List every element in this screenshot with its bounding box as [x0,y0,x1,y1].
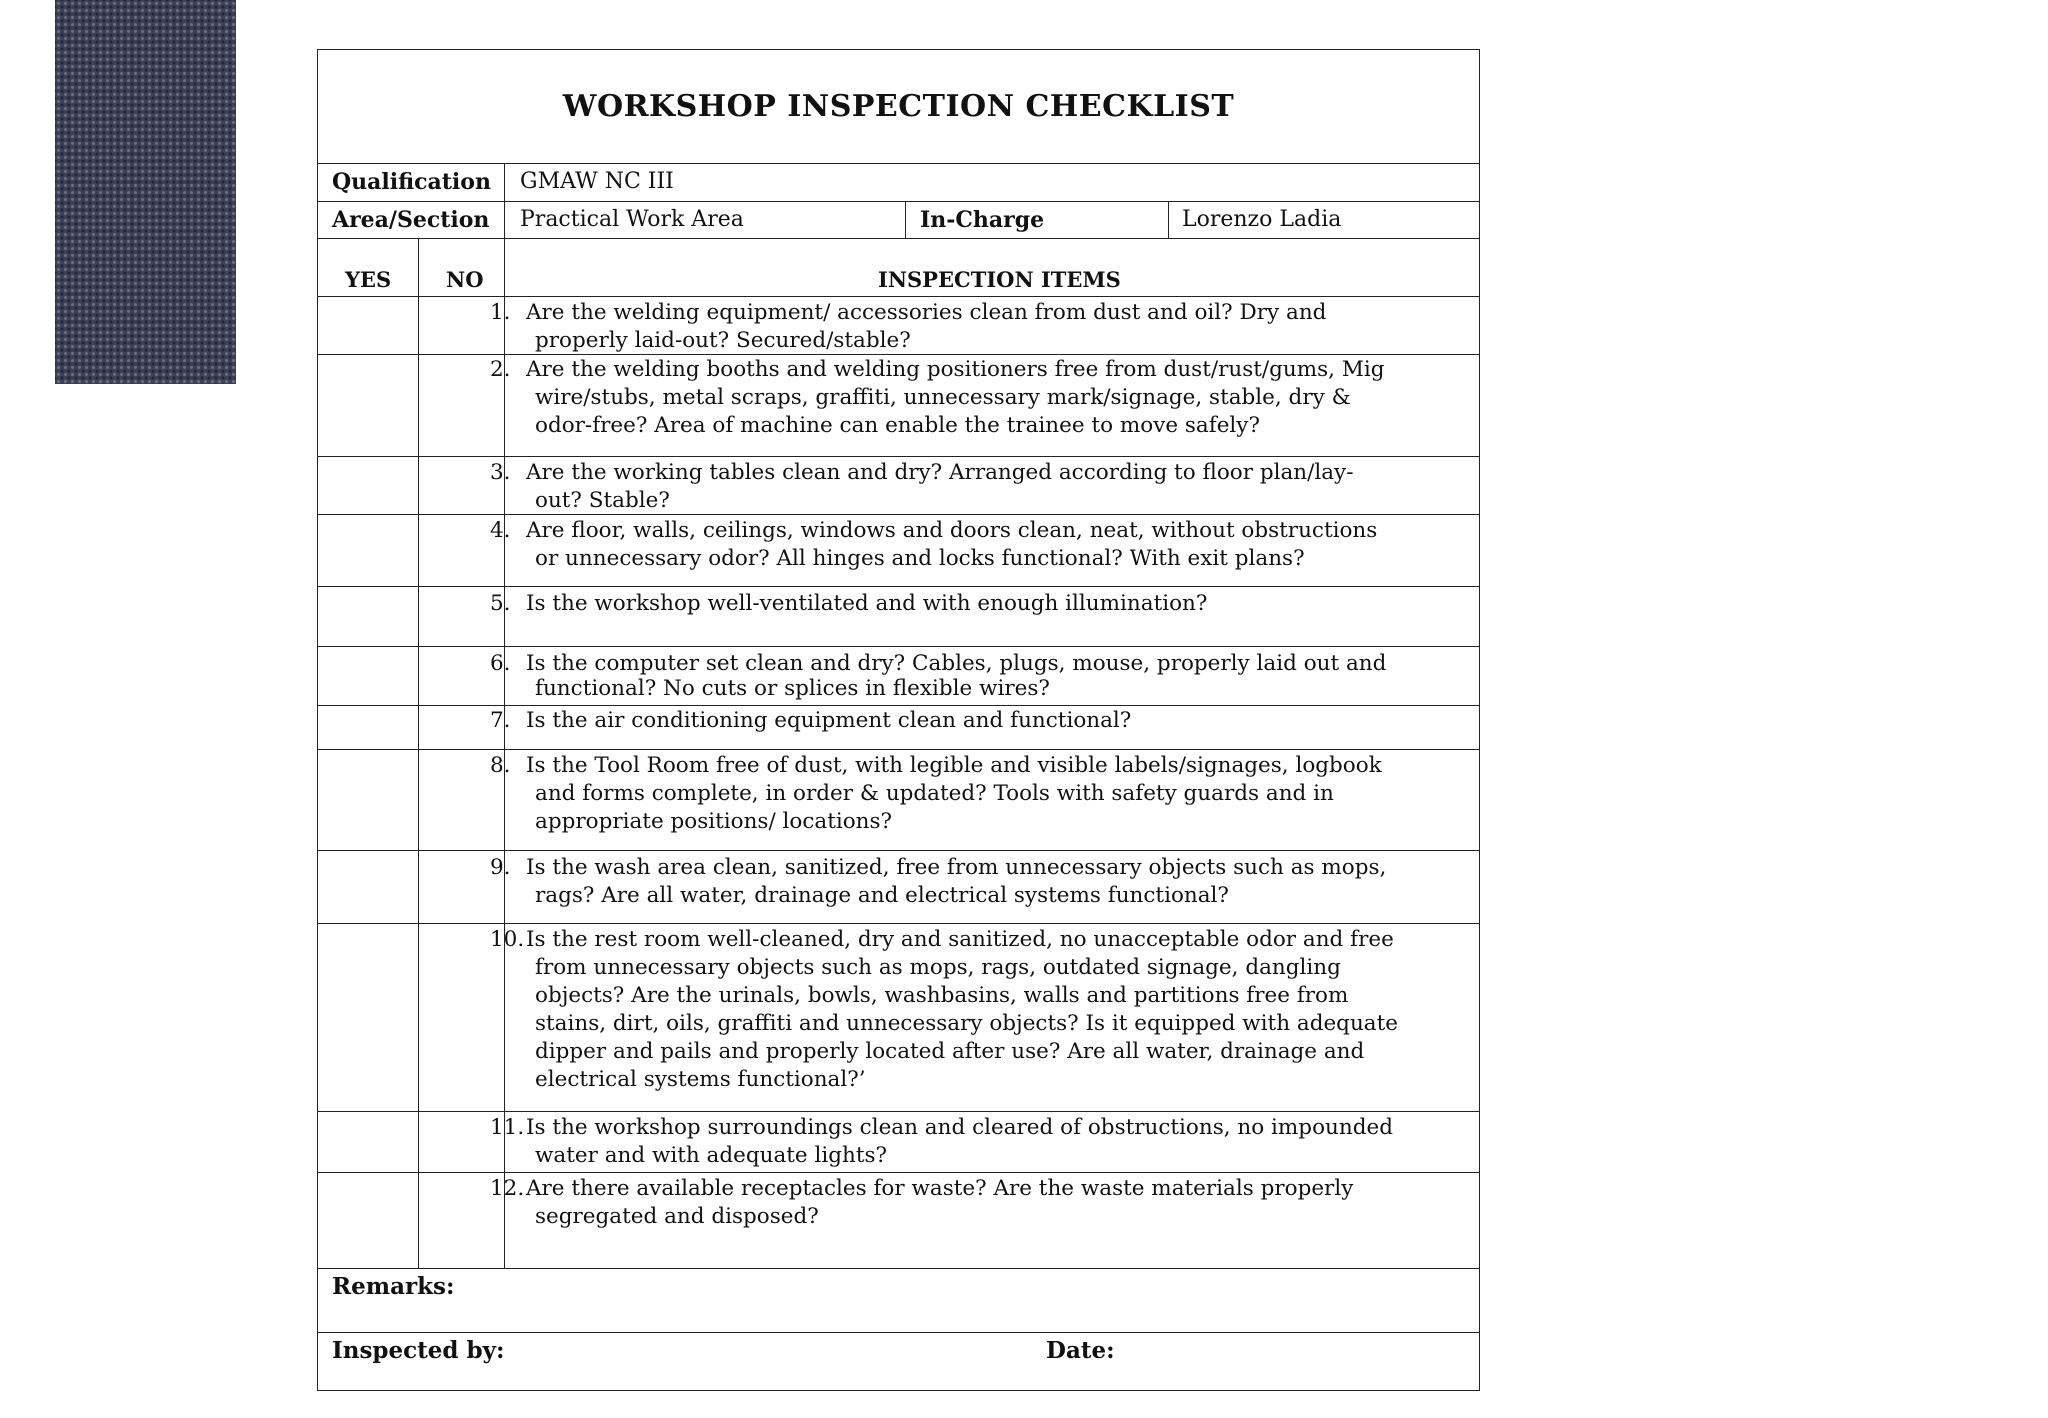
divider [318,201,1479,202]
divider [318,705,1479,706]
divider [318,586,1479,587]
divider [318,646,1479,647]
inspection-item [490,707,1390,735]
divider [318,1268,1479,1269]
inspection-item [490,1175,1390,1231]
inspection-item [490,1114,1393,1170]
inspection-item [490,590,1390,618]
divider [318,296,1479,297]
item-number: 10. [490,927,525,952]
decorative-pattern-panel [55,0,236,384]
item-text: Is the wash area clean, sanitized, free from unnecessary objects such as mops, [526,855,1387,880]
inspection-item [490,752,1390,836]
item-text: Is the air conditioning equipment clean and functional? [526,708,1132,733]
item-text: Is the computer set clean and dry? Cables, plugs, mouse, properly laid out and [526,651,1387,676]
item-text: from unnecessary objects such as mops, rags, outdated signage, dangling [535,955,1341,980]
item-text: and forms complete, in order & updated? Tools with safety guards and in [535,781,1334,806]
item-text: rags? Are all water, drainage and electrical systems functional? [535,883,1229,908]
item-text: segregated and disposed? [535,1204,819,1229]
divider [318,163,1479,164]
qualification-value: GMAW NC III [520,169,674,194]
item-number: 12. [490,1176,525,1201]
date-label: Date: [1046,1337,1115,1364]
divider [318,1172,1479,1173]
item-text: Is the rest room well-cleaned, dry and sanitized, no unacceptable odor and free [526,927,1394,952]
item-number: 9. [490,855,511,880]
item-text: functional? No cuts or splices in flexible wires? [535,676,1050,701]
divider [1168,201,1169,238]
item-text: Are the welding equipment/ accessories clean from dust and oil? Dry and [526,300,1327,325]
area-section-value: Practical Work Area [520,207,744,232]
inspection-checklist-form [317,49,1480,1391]
item-text: out? Stable? [535,488,670,513]
item-number: 1. [490,300,511,325]
inspection-item [490,650,1390,703]
item-text: Are floor, walls, ceilings, windows and doors clean, neat, without obstructions [526,518,1378,543]
item-text: or unnecessary odor? All hinges and locks functional? With exit plans? [535,546,1305,571]
item-number: 4. [490,518,511,543]
item-text: water and with adequate lights? [535,1143,888,1168]
inspection-item [490,356,1390,440]
divider [318,749,1479,750]
inspection-item [490,854,1390,910]
inspection-items-header: INSPECTION ITEMS [878,267,1121,292]
item-text: Is the workshop well-ventilated and with enough illumination? [526,591,1208,616]
inspection-item [490,299,1390,355]
item-number: 5. [490,591,511,616]
item-text: wire/stubs, metal scraps, graffiti, unnecessary mark/signage, stable, dry & [535,385,1351,410]
divider [318,1332,1479,1333]
item-number: 6. [490,651,511,676]
remarks-label: Remarks: [332,1273,455,1300]
inspected-by-label: Inspected by: [332,1337,505,1364]
item-text: odor-free? Area of machine can enable the trainee to move safely? [535,413,1260,438]
item-number: 2. [490,357,511,382]
item-number: 7. [490,708,511,733]
inspection-item [490,459,1390,515]
item-text: electrical systems functional?’ [535,1067,866,1092]
item-text: properly laid-out? Secured/stable? [535,328,911,353]
item-number: 8. [490,753,511,778]
in-charge-value: Lorenzo Ladia [1182,207,1342,232]
divider [318,238,1479,239]
item-text: stains, dirt, oils, graffiti and unnecessary objects? Is it equipped with adequate [535,1011,1398,1036]
divider [318,850,1479,851]
item-text: Is the workshop surroundings clean and cleared of obstructions, no impounded [526,1115,1393,1140]
item-number: 11. [490,1115,525,1140]
divider [318,1111,1479,1112]
no-column-header: NO [446,267,484,292]
form-title: WORKSHOP INSPECTION CHECKLIST [562,89,1235,124]
divider [418,238,419,1268]
divider [318,456,1479,457]
item-text: dipper and pails and properly located after use? Are all water, drainage and [535,1039,1365,1064]
item-text: Is the Tool Room free of dust, with legible and visible labels/signages, logbook [526,753,1382,778]
item-text: objects? Are the urinals, bowls, washbasins, walls and partitions free from [535,983,1349,1008]
inspection-item [490,517,1390,573]
item-number: 3. [490,460,511,485]
inspection-item [490,926,1398,1094]
item-text: Are there available receptacles for waste? Are the waste materials properly [526,1176,1354,1201]
qualification-label: Qualification [332,169,491,195]
divider [318,923,1479,924]
area-section-label: Area/Section [332,207,490,233]
yes-column-header: YES [345,267,392,292]
item-text: Are the working tables clean and dry? Arranged according to floor plan/lay- [526,460,1354,485]
in-charge-label: In-Charge [920,207,1045,233]
divider [905,201,906,238]
item-text: appropriate positions/ locations? [535,809,893,834]
item-text: Are the welding booths and welding positioners free from dust/rust/gums, Mig [526,357,1385,382]
